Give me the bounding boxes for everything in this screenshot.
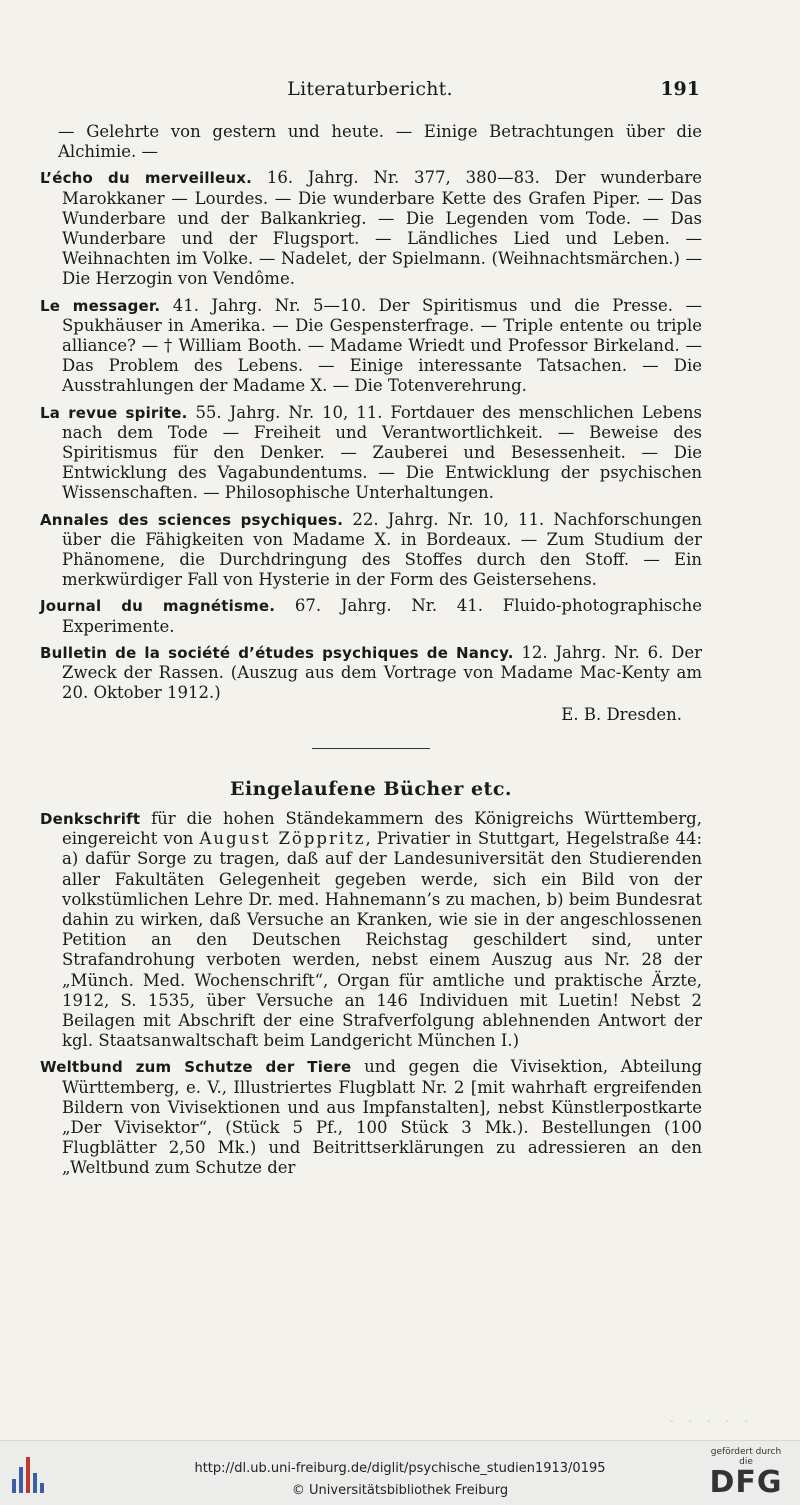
journal-title: Le messager. [40,296,161,315]
book-title: Weltbund zum Schutze der Tiere [40,1058,352,1077]
entry-text: 41. Jahrg. Nr. 5—10. Der Spiritismus und die Presse. — Spukhäuser in Amerika. — Die Gespensterfrage. — Triple entente ou triple alliance? — † William Booth. — Madame Wriedt und Professor Birkeland. — Das Problem des Lebens. — Einige interessante Tatsachen. — Die Ausstrahlungen der Madame X. — Die Totenverehrung. [62,295,702,396]
book-text-continued: , Privatier in Stuttgart, Hegelstraße 44: a) dafür Sorge zu tragen, daß auf der Landesuniversität den Studierenden aller Fakultäten Gelegenheit gegeben werde, sich ein Bild von der volkstümlichen Lehre Dr. med. Hahnemann’s zu machen, b) beim Bundesrat dahin zu wirken, daß Versuche an Kranken, wie sie in der angeschlossenen Petition an den Deutschen Reichstag geschildert sind, unter Strafandrohung verboten werden, nebst einem Auszug aus Nr. 28 der „Münch. Med. Wochenschrift“, Organ für amtliche und praktische Ärzte, 1912, S. 1535, über Versuche an 146 Individuen mit Luetin! Nebst 2 Beilagen mit Abschrift der eine Strafverfolgung ablehnenden Antwort der kgl. Staatsanwaltschaft beim Landgericht München I.) [62,829,703,1051]
entry-text: 55. Jahrg. Nr. 10, 11. Fortdauer des menschlichen Lebens nach dem Tode — Freiheit und Verantwortlichkeit. — Beweise des Spiritismus für den Denker. — Zauberei und Besessenheit. — Die Entwicklung des Vagabundentums. — Die Entwicklung der psychischen Wissenschaften. — Philosophische Unterhaltungen. [62,402,702,503]
copyright-notice: © Universitätsbibliothek Freiburg [291,1483,509,1498]
entry-journal-du-magnetisme [40,596,702,636]
entry-text: 22. Jahrg. Nr. 10, 11. Nachforschungen über die Fähigkeiten von Madame X. in Bordeaux. — Zum Studium der Phänomene, die Durchdringung des Stoffes durch den Stoff. — Ein merkwürdiger Fall von Hysterie in der Form des Geistersehens. [62,509,703,590]
journal-title: Annales des sciences psychiques. [40,510,344,529]
entry-bulletin-nancy [40,643,702,704]
author-name: August Zöppritz [199,829,366,849]
entry-annales [40,510,702,591]
entry-continuation [40,122,702,162]
book-weltbund [40,1057,702,1178]
permalink-url[interactable]: http://dl.ub.uni-freiburg.de/diglit/psychische_studien1913/0195 [194,1461,606,1476]
page-content [40,122,702,1185]
journal-title: Bulletin de la société d’études psychiques de Nancy. [40,643,514,662]
page-header [40,78,700,108]
journal-title: Journal du magnétisme. [40,597,276,616]
entry-echo-du-merveilleux [40,168,702,289]
entry-la-revue-spirite [40,403,702,504]
dfg-logo [704,1447,788,1501]
entry-text: — Gelehrte von gestern und heute. — Einige Betrachtungen über die Alchimie. — [58,122,702,162]
section-heading: Eingelaufene Bücher etc. [229,777,513,800]
book-title: Denkschrift [40,809,141,828]
book-denkschrift [40,809,702,1051]
entry-le-messager [40,296,702,397]
signature: E. B. Dresden. [561,705,682,725]
faint-bleed-marks: - - - - - [670,1416,754,1427]
page-number: 191 [660,78,700,100]
entry-text: 12. Jahrg. Nr. 6. Der Zweck der Rassen. (Auszug aus dem Vortrage von Madame Mac-Kenty am 20. Oktober 1912.) [62,642,703,703]
dfg-caption: gefördert durch die [710,1447,782,1467]
journal-title: La revue spirite. [40,403,188,422]
entry-text: 16. Jahrg. Nr. 377, 380—83. Der wunderbare Marokkaner — Lourdes. — Die wunderbare Kette des Grafen Piper. — Das Wunderbare und der Balkankrieg. — Die Legenden vom Tode. — Das Wunderbare und der Flugsport. — Ländliches Lied und Leben. — Weihnachten im Volke. — Nadelet, der Spielmann. (Weihnachtsmärchen.) — Die Herzogin von Vendôme. [62,168,702,289]
book-text: und gegen die Vivisektion, Abteilung Württemberg, e. V., Illustriertes Flugblatt Nr. 2 [mit wahrhaft ergreifenden Bildern von Vivisektionen und aus Impfanstalten], nebst Künstlerpostkarte „Der Vivisektor“, (Stück 5 Pf., 100 Stück 3 Mk.). Bestellungen (100 Flugblätter 2,50 Mk.) und Beitrittserklärungen zu adressieren an den „Weltbund zum Schutze der [62,1057,703,1178]
book-text: für die hohen Ständekammern des Königreichs Württemberg, eingereicht von [62,808,702,849]
journal-title: L’écho du merveilleux. [40,169,253,188]
footer-bar [0,1440,800,1505]
entry-text: 67. Jahrg. Nr. 41. Fluido-photographische Experimente. [62,596,703,636]
section-separator [312,748,430,749]
dfg-wordmark: DFG [709,1465,783,1500]
running-title: Literaturbericht. [287,78,453,100]
